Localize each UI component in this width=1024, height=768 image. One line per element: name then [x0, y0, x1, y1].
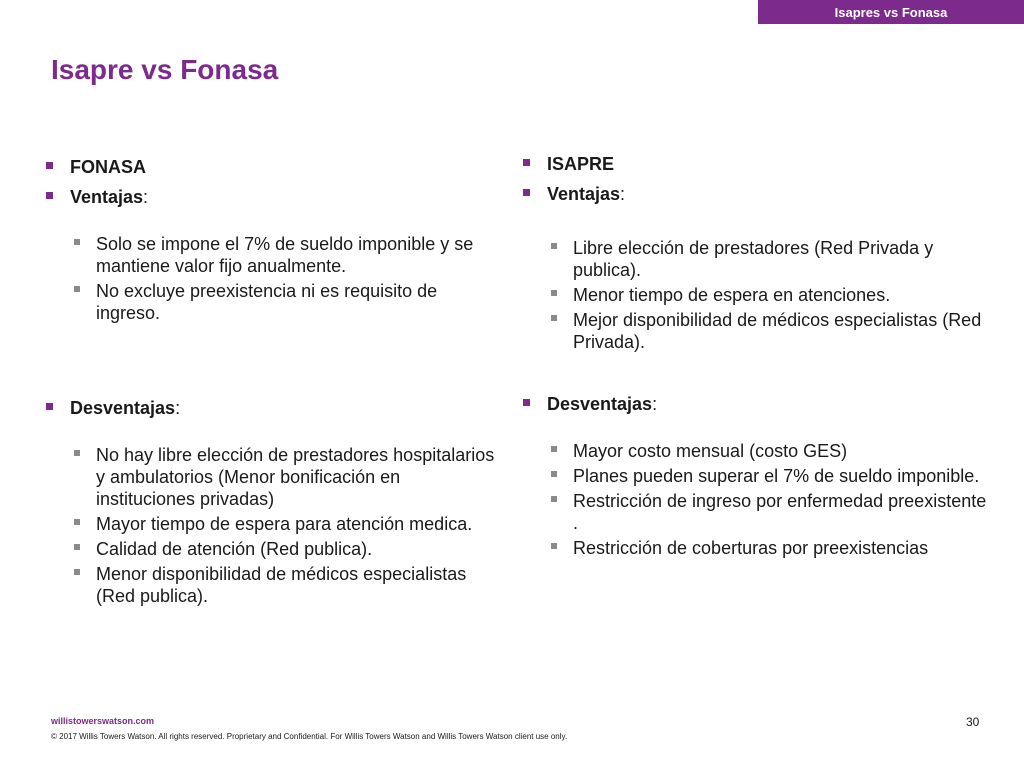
footer-website-link[interactable]: willistowerswatson.com: [51, 716, 155, 726]
page-title: Isapre vs Fonasa: [51, 54, 279, 85]
isapre-con-item: Restricción de ingreso por enfermedad preexistente .: [523, 490, 993, 534]
fonasa-con-item: Menor disponibilidad de médicos especialistas (Red publica).: [46, 563, 496, 607]
isapre-con-item: Restricción de coberturas por preexistencias: [523, 537, 993, 559]
isapre-heading-text: ISAPRE: [547, 154, 615, 174]
fonasa-con-item: Mayor tiempo de espera para atención medica.: [46, 513, 496, 535]
section-tab: Isapres vs Fonasa: [758, 0, 1024, 24]
isapre-pros-heading: Ventajas:: [523, 183, 993, 205]
isapre-cons-label: Desventajas: [547, 394, 653, 414]
fonasa-heading-text: FONASA: [70, 157, 146, 177]
isapre-column: [523, 153, 993, 562]
isapre-con-item: Planes pueden superar el 7% de sueldo imponible.: [523, 465, 993, 487]
isapre-pro-item: Mejor disponibilidad de médicos especialistas (Red Privada).: [523, 309, 993, 353]
fonasa-pros-heading: Ventajas:: [46, 186, 496, 208]
fonasa-pro-item: Solo se impone el 7% de sueldo imponible y se mantiene valor fijo anualmente.: [46, 233, 496, 277]
page-number: 30: [966, 715, 980, 729]
fonasa-pro-item: No excluye preexistencia ni es requisito de ingreso.: [46, 280, 496, 324]
fonasa-pros-label: Ventajas: [70, 187, 144, 207]
isapre-pro-item: Menor tiempo de espera en atenciones.: [523, 284, 993, 306]
fonasa-column: [46, 156, 496, 610]
isapre-con-item: Mayor costo mensual (costo GES): [523, 440, 993, 462]
fonasa-con-item: Calidad de atención (Red publica).: [46, 538, 496, 560]
isapre-heading: [523, 153, 993, 175]
fonasa-heading: [46, 156, 496, 178]
isapre-pro-item: Libre elección de prestadores (Red Privada y publica).: [523, 237, 993, 281]
fonasa-con-item: No hay libre elección de prestadores hospitalarios y ambulatorios (Menor bonificación en instituciones privadas): [46, 444, 496, 510]
isapre-pros-label: Ventajas: [547, 184, 621, 204]
isapre-cons-heading: Desventajas:: [523, 393, 993, 415]
fonasa-cons-label: Desventajas: [70, 398, 176, 418]
fonasa-cons-heading: Desventajas:: [46, 397, 496, 419]
footer-copyright: © 2017 Willis Towers Watson. All rights reserved. Proprietary and Confidential. For Willis Towers Watson and Willis Towers Watson client use only.: [51, 732, 568, 741]
